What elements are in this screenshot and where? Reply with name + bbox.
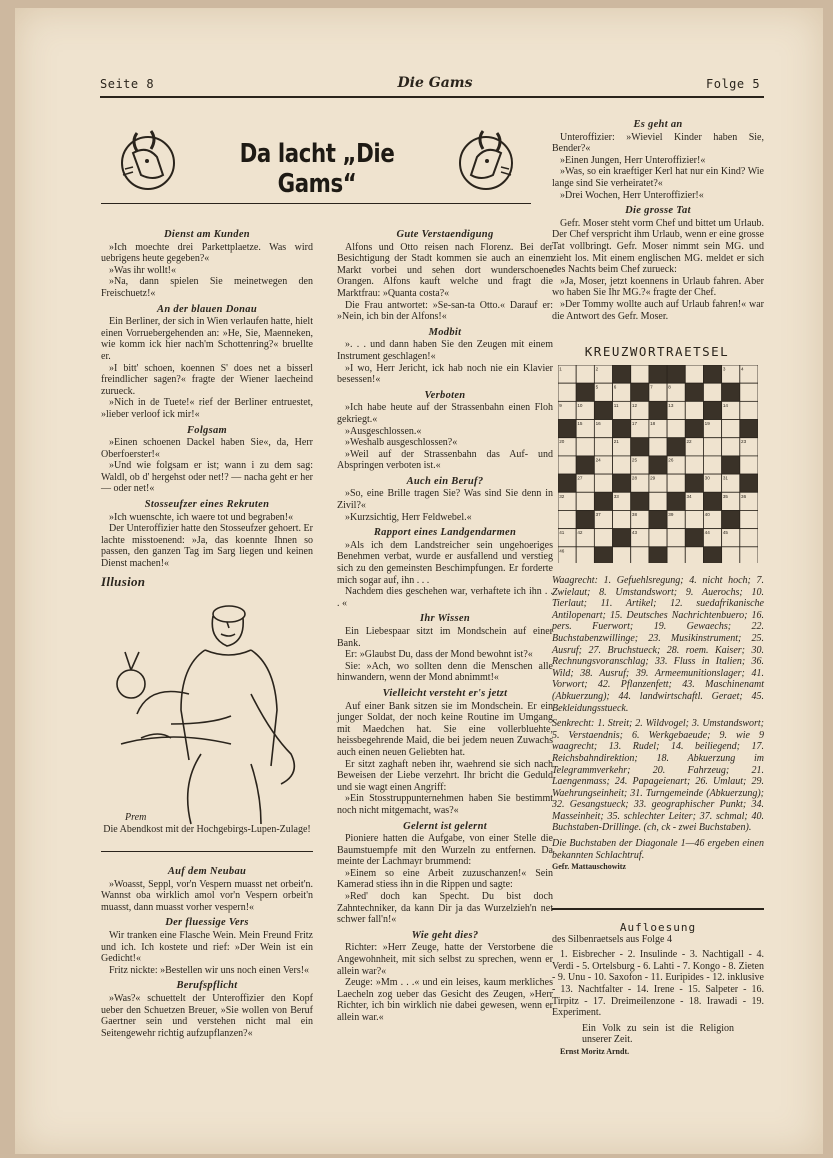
crossword-block [703, 492, 721, 510]
article-heading: Gute Verstaendigung [396, 229, 494, 240]
crossword-cell [576, 547, 594, 563]
paragraph: »Kurzsichtig, Herr Feldwebel.« [345, 511, 472, 523]
article [337, 390, 553, 472]
crossword-cell [685, 365, 703, 383]
paragraph: Pioniere hatten die Aufgabe, von einer Stelle die Baumstuempfe mit den Wurzeln zu entfernen. Da meinte der Lachmayr brummend: [337, 833, 553, 868]
crossword-block [594, 401, 612, 419]
crossword-number: 23 [741, 439, 747, 445]
crossword-block [576, 456, 594, 474]
paragraph: »I wo, Herr Jericht, ick hab noch nie ein Klavier besessen!« [337, 362, 553, 386]
paragraph: Ein Liebespaar sitzt im Mondschein auf einer Bank. [337, 626, 553, 649]
crossword-number: 21 [613, 439, 619, 445]
crossword-cell [613, 547, 631, 563]
crossword-block [649, 547, 667, 563]
quote-author: Ernst Moritz Arndt. [560, 1046, 630, 1056]
article [101, 917, 313, 976]
crossword-block [685, 529, 703, 547]
article [101, 229, 313, 300]
article [337, 229, 553, 323]
paragraph: »Ein Stosstruppunternehmen haben Sie bestimmt noch nicht mitgemacht, was?« [337, 793, 553, 816]
crossword-number: 42 [577, 530, 583, 536]
crossword-number: 7 [650, 384, 653, 390]
crossword-number: 38 [631, 511, 638, 517]
crossword-block [740, 420, 758, 438]
crossword-cell [722, 420, 740, 438]
article [101, 866, 313, 913]
paragraph: Unteroffizier: »Wieviel Kinder haben Sie, Bender?« [552, 131, 764, 155]
crossword-number: 46 [559, 548, 565, 554]
illustration-heading: Illusion [101, 573, 146, 589]
crossword-number: 35 [722, 493, 728, 499]
crossword-cell [667, 420, 685, 438]
crossword-cell [740, 401, 758, 419]
crossword-cell [576, 365, 594, 383]
article [337, 327, 553, 386]
solution-box [552, 922, 764, 1058]
artist-signature: Prem [125, 812, 147, 823]
crossword-block [631, 438, 649, 456]
crossword-number: 8 [668, 384, 671, 390]
paragraph: »Der Tommy wollte auch auf Urlaub fahren!« war die Antwort des Gefr. Moser. [552, 298, 764, 322]
crossword-cell [613, 456, 631, 474]
crossword-cell [594, 438, 612, 456]
article-heading: Berufspflicht [176, 980, 238, 992]
article [101, 425, 313, 496]
crossword-author: Gefr. Mattauschowitz [552, 862, 626, 872]
crossword-block [667, 365, 685, 383]
paragraph: ». . . und dann haben Sie den Zeugen mit einem Instrument geschlagen!« [337, 339, 553, 362]
crossword-block [703, 401, 721, 419]
crossword-cell [576, 438, 594, 456]
crossword-block [667, 492, 685, 510]
paragraph: »Ja, Moser, jetzt koennens in Urlaub fahren. Aber wo haben Sie Ihr MG.?« fragte der Chef. [552, 275, 764, 299]
paragraph: Zeuge: »Mm . . .« und ein leises, kaum merkliches Laecheln zog ueber das Gesicht des Zeugen, »Herr Richter, ich bin wirklich nie dabei gewesen, wenn er allein war.« [337, 977, 553, 1023]
middle-column [337, 225, 553, 1024]
crossword-block [558, 420, 576, 438]
left-column-lower [101, 862, 313, 1039]
across-text: 1. Gefuehlsregung; 4. nicht hoch; 7. Zwielaut; 8. Umstandswort; 9. Auerochs; 10. Tierlaut; 11. Artikel; 12. suedafrikanische Antilopenart; 15. Deutsches Nachrichtenbuero; 16. pers. Fuerwort; 19. Gewaechs; 22. Buchstabenzwillinge; 23. Musikinstrument; 25. Ausruf; 27. Bruchstueck; 28. roem. Kaiser; 30. Rechnungsvoranschlag; 33. Fluss in Italien; 36. Wild; 38. Ausruf; 39. Armeemunitionslager; 41. Vorwort; 42. Pflanzenfett; 43. Maschinenamt (Abkuerzung); 44. landwirtschaftl. Geraet; 45. Bekleidungsstueck. [552, 575, 765, 714]
crossword-number: 29 [650, 475, 656, 481]
quote: Ein Volk zu sein ist die Religion unserer Zeit. [582, 1022, 734, 1046]
crossword-number: 30 [704, 475, 710, 481]
article-heading: Auch ein Beruf? [406, 475, 484, 487]
crossword-number: 14 [722, 402, 728, 408]
crossword-number: 20 [559, 439, 565, 445]
crossword-cell [740, 383, 758, 401]
paragraph: »Weshalb ausgeschlossen?« [345, 437, 458, 449]
crossword-cell [558, 383, 576, 401]
crossword-number: 33 [613, 493, 619, 499]
crossword-cell [613, 510, 631, 528]
paragraph: »Was ihr wollt!« [109, 264, 176, 276]
crossword-block [594, 492, 612, 510]
crossword-title: KREUZWORTRAETSEL [584, 344, 730, 359]
crossword-number: 44 [704, 530, 710, 536]
paragraph: »Weil auf der Strassenbahn das Auf- und Abspringen verboten ist.« [337, 448, 553, 472]
crossword-number: 16 [595, 421, 601, 427]
crossword-number: 45 [722, 530, 728, 536]
banner [101, 123, 531, 199]
paragraph: »Und wie folgsam er ist; wann i zu dem sag: Waldl, ob d' hergehst oder net!? — nacha geht er her — oder net!« [101, 460, 313, 495]
header-rule [100, 96, 764, 98]
newspaper-page [15, 8, 823, 1154]
article-heading: Ihr Wissen [420, 613, 470, 625]
crossword-number: 3 [722, 366, 726, 372]
article-heading: Verboten [424, 389, 466, 401]
crossword-cell [558, 456, 576, 474]
crossword-number: 4 [741, 366, 744, 372]
article-heading: Rapport eines Landgendarmen [373, 527, 517, 539]
crossword-number: 28 [631, 475, 638, 481]
down-text: 1. Streit; 2. Wildvogel; 3. Umstandswort; 5. Verstaendnis; 6. Werkgebaeude; 9. wie 9 waagrecht; 13. Rudel; 14. beiliegend; 17. Reichsbahndirektion; 18. Abkuerzung im Telegrammverkehr; 20. Fahrzeug; 21. Laengenmass; 24. Papageienart; 26. Umlaut; 29. Waehrungseinheit; 31. Turngemeinde (Abkuerzung); 32. Gesangstueck; 33. geographischer Punkt; 34. Masseinheit; 35. schlechter Leiter; 37. schmal; 40. Buchstaben-Drillinge. (ch, ck - zwei Buchstaben). [552, 718, 765, 834]
crossword-number: 25 [631, 457, 638, 463]
paragraph: Ein Berliner, der sich in Wien verlaufen hatte, hielt einen Vorruebergehenden an: »He, Sie, Maenneken, wie komm ick hier nach'm Schottenring?« bruellte er. [101, 316, 313, 362]
crossword-grid [558, 365, 758, 563]
article [552, 205, 764, 322]
paragraph: »Na, dann spielen Sie meinetwegen den Freischuetz!« [101, 276, 313, 299]
paragraph: Nachdem dies geschehen war, verhaftete ich ihn . . . « [337, 586, 553, 609]
crossword-cell [649, 529, 667, 547]
paragraph: Sie: »Ach, wo sollten denn die Menschen alle hinwandern, wenn der Mond abnimmt!« [337, 660, 553, 684]
paragraph: Auf einer Bank sitzen sie im Mondschein. Er ein junger Soldat, der noch keine Routine im Umgang mit Maedchen hat. Sie eine vollerbluehte, heissbegehrende Maid, die bei jedem neuen Zuwachs auch einen neuen Geliebten hat. [337, 700, 553, 758]
crossword-number: 32 [559, 493, 565, 499]
crossword-cell [703, 383, 721, 401]
right-column [552, 115, 764, 322]
crossword-block [722, 456, 740, 474]
left-column [101, 225, 313, 588]
crossword-cell [685, 547, 703, 563]
article [101, 980, 313, 1039]
crossword-number: 11 [613, 402, 619, 408]
paper-title: Die Gams [397, 75, 473, 91]
crossword-block [667, 438, 685, 456]
paragraph: »Was, so ein kraeftiger Kerl hat nur ein Kind? Wie lange sind Sie verheiratet?« [552, 166, 764, 189]
chamois-head-icon-right [453, 123, 519, 193]
crossword-block [685, 420, 703, 438]
article [552, 119, 764, 201]
crossword-cell [558, 510, 576, 528]
crossword-cell [667, 474, 685, 492]
crossword-block [576, 383, 594, 401]
crossword-cell [722, 438, 740, 456]
crossword-number: 41 [559, 530, 565, 536]
crossword-block [613, 420, 631, 438]
crossword-number: 1 [559, 366, 562, 372]
article [337, 613, 553, 684]
paragraph: Die Frau antwortet: »Se-san-ta Otto.« Darauf er: »Nein, ich bin der Alfons!« [337, 299, 553, 323]
paragraph: »I bitt' schoen, koennen S' does net a bisserl freindlicher sagen?« fragte der Wiener laecheind zurueck. [101, 362, 313, 397]
crossword-number: 12 [631, 402, 638, 408]
crossword-number: 22 [686, 439, 692, 445]
crossword-cell [703, 438, 721, 456]
crossword-cell [631, 547, 649, 563]
article-heading: Auf dem Neubau [167, 866, 247, 877]
crossword-cell [649, 492, 667, 510]
clues-across [552, 575, 764, 714]
paragraph: Richter: »Herr Zeuge, hatte der Verstorbene die Angewohnheit, mit sich selbst zu sprechen, wenn er allein war?« [337, 942, 553, 977]
crossword-cell [667, 529, 685, 547]
chamois-head-icon [115, 123, 181, 193]
article-heading: Wie geht dies? [411, 929, 479, 941]
article-heading: Vielleicht versteht er's jetzt [382, 687, 508, 699]
article-heading: Gelernt ist gelernt [403, 820, 487, 832]
paragraph: »Ich moechte drei Parkettplaetze. Was wird uebrigens heute gegeben?« [101, 241, 313, 265]
paragraph: »So, eine Brille tragen Sie? Was sind Sie denn in Zivil?« [337, 488, 553, 512]
crossword-block [703, 547, 721, 563]
article [337, 821, 553, 926]
crossword-number: 5 [595, 384, 599, 390]
crossword-block [649, 365, 667, 383]
crossword-block [722, 510, 740, 528]
banner-title: Da lacht „Die Gams“ [239, 139, 395, 199]
crossword-block [740, 474, 758, 492]
crossword-block [649, 456, 667, 474]
article [101, 304, 313, 421]
crossword-cell [685, 510, 703, 528]
crossword-block [613, 529, 631, 547]
crossword-number: 17 [631, 421, 638, 427]
article-heading: Dienst am Kunden [164, 229, 250, 240]
crossword-block [613, 365, 631, 383]
paragraph: »Nich in de Tuete!« rief der Berliner entruestet, »lieber verloof ick mir!« [101, 397, 313, 420]
paragraph: Der Unteroffizier hatte den Stosseufzer gehoert. Er lachte misstoenend: »Ja, das koennte Ihnen so passen, den ganzen Tag im Sarg liegen und keinen Dienst machen!« [101, 523, 313, 570]
crossword-number: 19 [704, 421, 710, 427]
crossword-block [649, 510, 667, 528]
page-number: Seite 8 [100, 77, 155, 91]
article [101, 499, 313, 570]
crossword-block [685, 383, 703, 401]
separator [101, 851, 313, 852]
article-heading: Die grosse Tat [625, 205, 691, 217]
paragraph: »Ich wuenschte, ich waere tot und begraben!« [109, 511, 294, 523]
crossword-block [558, 474, 576, 492]
crossword-block [649, 401, 667, 419]
paragraph: »Einen schoenen Dackel haben Sie«, da, Herr Oberfoerster!« [101, 437, 313, 460]
crossword-number: 24 [595, 457, 601, 463]
crossword-block [631, 383, 649, 401]
illustration-caption: Die Abendkost mit der Hochgebirgs-Lupen-Zulage! [103, 824, 311, 835]
paragraph: »Als ich dem Landstreicher sein ungehoeriges Benehmen verbat, wurde er ausfallend und verstieg sich zu den gemeinsten Beschimpfungen. Er forderte mich sogar auf, ihn . . . [337, 539, 553, 586]
crossword-cell [594, 474, 612, 492]
crossword-cell [685, 401, 703, 419]
crossword-block [703, 365, 721, 383]
crossword-number: 15 [577, 421, 583, 427]
issue-number: Folge 5 [706, 77, 761, 91]
crossword-cell [685, 456, 703, 474]
paragraph: »Ich habe heute auf der Strassenbahn einen Floh gekriegt.« [337, 402, 553, 425]
crossword-number: 31 [722, 475, 728, 481]
crossword-number: 36 [741, 493, 747, 499]
crossword-cell [740, 456, 758, 474]
crossword-number: 39 [668, 511, 674, 517]
paragraph: Fritz nickte: »Bestellen wir uns noch einen Vers!« [109, 964, 310, 976]
crossword-number: 2 [595, 366, 599, 372]
paragraph: Er sitzt zaghaft neben ihr, waehrend sie sich nach Beweisen der Liebe verzehrt. Ihr bricht die Geduld und sie wagt einen Angriff: [337, 758, 553, 793]
paragraph: »Drei Wochen, Herr Unteroffizier!« [560, 189, 704, 201]
paragraph: »Einem so eine Arbeit zuzuschanzen!« Sein Kamerad stiess ihn in die Rippen und sagte: [337, 867, 553, 891]
paragraph: »Ausgeschlossen.« [345, 425, 422, 437]
separator-right [552, 908, 764, 910]
crossword-cell [631, 365, 649, 383]
crossword-block [631, 492, 649, 510]
crossword-cell [740, 547, 758, 563]
crossword-number: 10 [577, 402, 583, 408]
crossword-block [722, 383, 740, 401]
banner-rule [101, 203, 531, 204]
crossword-block [594, 547, 612, 563]
article [337, 527, 553, 609]
paragraph: »Was?« schuettelt der Unteroffizier den Kopf ueber den Schuetzen Breuer, »Sie wollen von Beruf Gaertner sein und verstehen nicht mal ein Seitengewehr richtig aufzupflanzen?« [101, 992, 313, 1039]
crossword-cell [722, 547, 740, 563]
crossword-number: 27 [577, 475, 583, 481]
crossword-cell [649, 438, 667, 456]
crossword-number: 18 [650, 421, 656, 427]
article [337, 476, 553, 523]
crossword-number: 9 [559, 402, 562, 408]
crossword-number: 13 [668, 402, 674, 408]
illustration-soldier-eating [101, 574, 313, 836]
article-heading: Modbit [428, 326, 462, 338]
across-label: Waagrecht: [552, 575, 598, 586]
solution-title: Aufloesung [619, 921, 697, 934]
article-heading: Stosseufzer eines Rekruten [144, 499, 270, 511]
paragraph: Er: »Glaubst Du, dass der Mond bewohnt ist?« [345, 649, 533, 661]
paragraph: »Red' doch kan Specht. Du bist doch Zahntechniker, da kann Dir ja das Wurzelzieh'n net schwer fall'n!« [337, 891, 553, 926]
crossword-note: Die Buchstaben der Diagonale 1—46 ergeben einen bekannten Schlachtruf. [552, 838, 764, 861]
crossword-number: 43 [631, 530, 638, 536]
article [337, 930, 553, 1024]
paragraph: Alfons und Otto reisen nach Florenz. Bei der Besichtigung der Stadt kommen sie auch an einem Markt vorbei und sehen dort wunderschoene Orangen. Alfons kauft welche und fragt die Marktfrau: »Quanta costa?« [337, 241, 553, 299]
crossword-number: 37 [595, 511, 601, 517]
crossword-cell [740, 529, 758, 547]
article-heading: Folgsam [186, 424, 228, 436]
article [337, 688, 553, 817]
crossword-number: 34 [686, 493, 692, 499]
article-heading: An der blauen Donau [157, 303, 257, 315]
crossword-number: 26 [668, 457, 674, 463]
crossword-cell [594, 529, 612, 547]
crossword-block [576, 510, 594, 528]
crossword-block [613, 474, 631, 492]
crossword-cell [576, 492, 594, 510]
article-heading: Es geht an [633, 119, 683, 130]
paragraph: »Einen Jungen, Herr Unteroffizier!« [560, 154, 706, 166]
paragraph: Gefr. Moser steht vorm Chef und bittet um Urlaub. Der Chef verspricht ihm Urlaub, wenn er eine grosse Tat vollbringt. Gefr. Moser nimmt sein MG. und zieht los. Mit einem englischen MG. meldet er sich des Nachts beim Chef zurueck: [552, 217, 764, 276]
crossword-number: 6 [613, 384, 617, 390]
solution-subtitle: des Silbenraetsels aus Folge 4 [552, 933, 672, 945]
crossword-number: 40 [704, 511, 710, 517]
crossword-cell [667, 547, 685, 563]
down-label: Senkrecht: [552, 718, 595, 730]
article-heading: Der fluessige Vers [165, 917, 249, 929]
paragraph: Wir tranken eine Flasche Wein. Mein Freund Fritz und ich. Ich kostete und rief: »Der Wein ist ein Gedicht!« [101, 929, 313, 965]
clues-down [552, 718, 764, 834]
paragraph: »Woasst, Seppl, vor'n Vespern muasst net orbeit'n. Wannst oba wirklich amol vor'n Vespern orbeit'n muasst, dann muasst vorher vespern!« [101, 878, 313, 913]
crossword-cell [740, 510, 758, 528]
solution-text: 1. Eisbrecher - 2. Insulinde - 3. Nachtigall - 4. Verdi - 5. Ortelsburg - 6. Lahti - 7. Kongo - 8. Zieten - 9. Unu - 10. Saxofon - 11. Euripides - 12. inklusive - 13. Nachtfalter - 14. Irene - 15. Salpeter - 16. Tirpitz - 17. Dreimeilenzone - 18. Irawadi - 19. Experiment. [552, 949, 764, 1019]
crossword-cell [703, 456, 721, 474]
crossword-clues [552, 575, 764, 873]
crossword-block [685, 474, 703, 492]
